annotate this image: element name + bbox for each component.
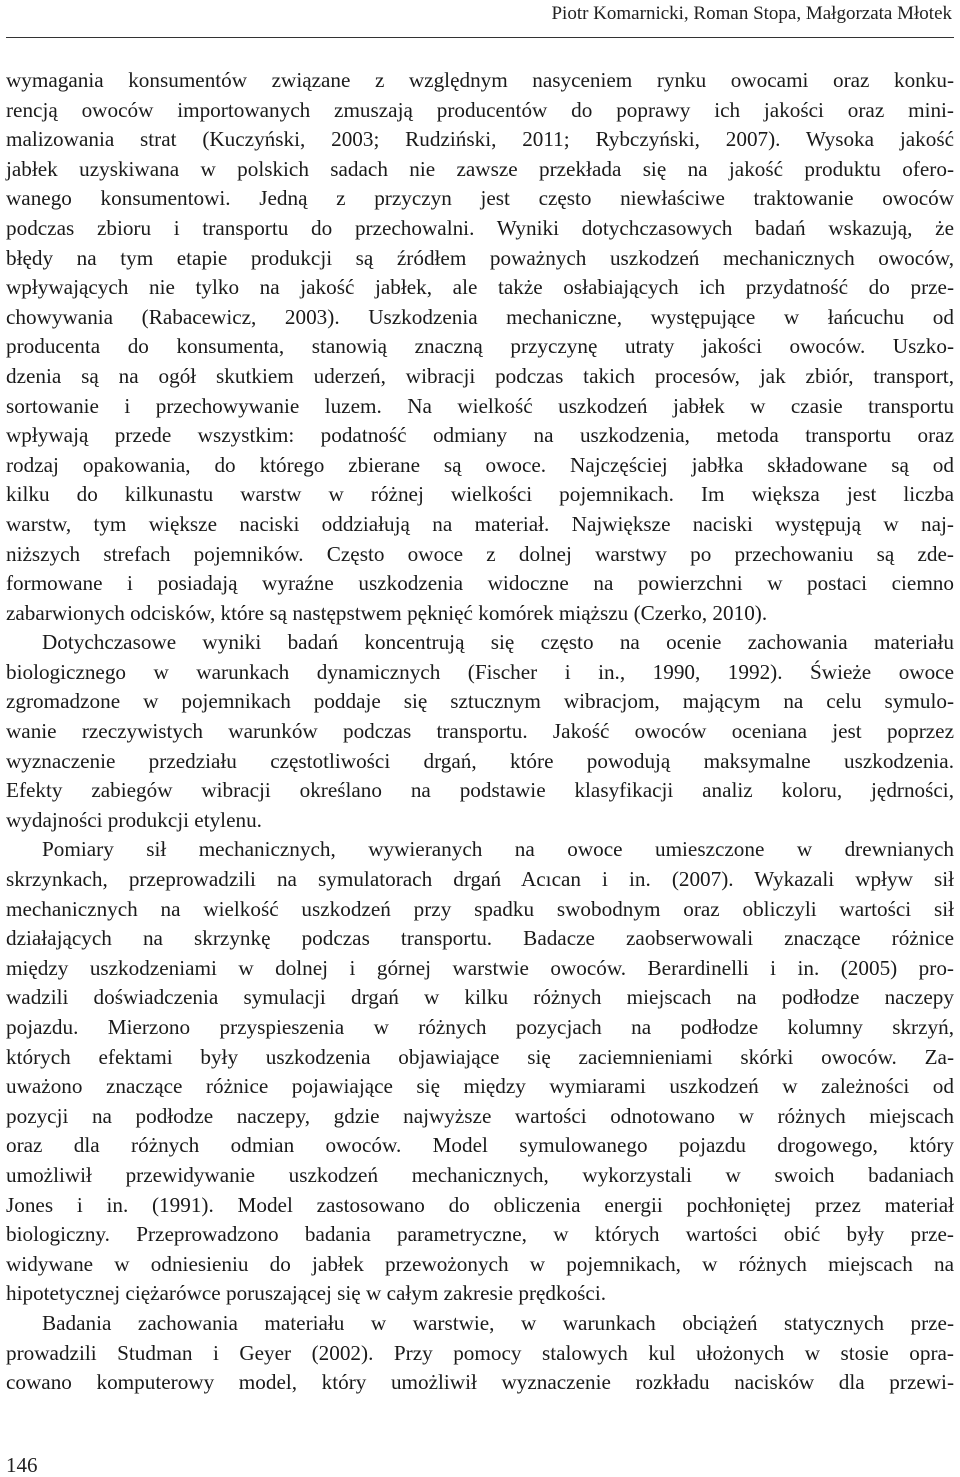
text-line: producenta do konsumenta, stanowią znaczną przyczynę utraty jakości owoców. Uszko- bbox=[6, 334, 954, 359]
text-line: sortowanie i przechowywanie luzem. Na wielkość uszkodzeń jabłek w czasie transportu bbox=[6, 393, 954, 418]
text-line: widywane w odniesieniu do jabłek przewożonych w pojemnikach, w różnych miejscach na bbox=[6, 1251, 954, 1276]
page-number: 146 bbox=[6, 1453, 38, 1477]
body-text bbox=[6, 66, 954, 1398]
text-line: wanie rzeczywistych warunków podczas transportu. Jakość owoców oceniana jest poprzez bbox=[6, 719, 954, 744]
text-line: błędy na tym etapie produkcji są źródłem poważnych uszkodzeń mechanicznych owoców, bbox=[6, 245, 954, 270]
text-line: dzenia są na ogół skutkiem uderzeń, wibracji podczas takich procesów, jak zbiór, transport, bbox=[6, 363, 954, 388]
text-line: Pomiary sił mechanicznych, wywieranych na owoce umieszczone w drewnianych bbox=[42, 837, 954, 862]
text-line: pozycji na podłodze naczepy, gdzie najwyższe wartości odnotowano w różnych miejscach bbox=[6, 1103, 954, 1128]
text-line: biologicznego w warunkach dynamicznych (Fischer i in., 1990, 1992). Świeże owoce bbox=[6, 659, 954, 684]
header-rule bbox=[6, 37, 954, 38]
text-line: zgromadzone w pojemnikach poddaje się sztucznym wibracjom, mającym na celu symulo- bbox=[6, 689, 954, 714]
text-line: wpływają przede wszystkim: podatność odmiany na uszkodzenia, metoda transportu oraz bbox=[6, 423, 954, 448]
text-line: chowywania (Rabacewicz, 2003). Uszkodzenia mechaniczne, występujące w łańcuchu od bbox=[6, 304, 954, 329]
text-line: skrzynkach, przeprowadzili na symulatorach drgań Acıcan i in. (2007). Wykazali wpływ sił bbox=[6, 867, 954, 892]
text-line: pojazdu. Mierzono przyspieszenia w różnych pozycjach na podłodze kolumny skrzyń, bbox=[6, 1015, 954, 1039]
text-line: wyznaczenie przedziału częstotliwości drgań, które powodują maksymalne uszkodzenia. bbox=[6, 748, 954, 773]
text-line: Efekty zabiegów wibracji określano na podstawie klasyfikacji analiz koloru, jędrności, bbox=[6, 778, 954, 803]
text-line: uważono znaczące różnice pojawiające się między wymiarami uszkodzeń w zależności od bbox=[6, 1074, 954, 1099]
text-line: wanego konsumentowi. Jedną z przyczyn jest często niewłaściwe traktowanie owoców bbox=[6, 186, 954, 211]
text-line: hipotetycznej ciężarówce poruszającej się w całym zakresie prędkości. bbox=[6, 1281, 607, 1306]
paragraph-4 bbox=[6, 1309, 954, 1398]
paragraph-1 bbox=[6, 66, 954, 628]
text-line: prowadzili Studman i Geyer (2002). Przy pomocy stalowych kul ułożonych w stosie opra- bbox=[6, 1340, 954, 1365]
text-line: wymagania konsumentów związane z względnym nasyceniem rynku owocami oraz konku- bbox=[6, 68, 954, 92]
text-line: podczas zbioru i transportu do przechowalni. Wyniki dotychczasowych badań wskazują, że bbox=[6, 215, 954, 240]
text-line: rencją owoców importowanych zmuszają producentów do poprawy ich jakości oraz mini- bbox=[6, 97, 954, 122]
text-line: wpływających nie tylko na jakość jabłek, ale także osłabiających ich przydatność do prze- bbox=[6, 275, 954, 300]
text-line: malizowania strat (Kuczyński, 2003; Rudziński, 2011; Rybczyński, 2007). Wysoka jakość bbox=[6, 127, 954, 152]
running-header-authors: Piotr Komarnicki, Roman Stopa, Małgorzata Młotek bbox=[551, 3, 952, 24]
text-line: oraz dla różnych odmian owoców. Model symulowanego pojazdu drogowego, który bbox=[6, 1133, 954, 1158]
text-line: rodzaj opakowania, do którego zbierane są owoce. Najczęściej jabłka składowane są od bbox=[6, 452, 954, 477]
text-line: Badania zachowania materiału w warstwie, w warunkach obciążeń statycznych prze- bbox=[42, 1310, 954, 1335]
paragraph-3 bbox=[6, 835, 954, 1309]
text-line: Jones i in. (1991). Model zastosowano do obliczenia energii pochłoniętej przez materiał bbox=[6, 1192, 954, 1217]
text-line: formowane i posiadają wyraźne uszkodzenia widoczne na powierzchni w postaci ciemno bbox=[6, 571, 954, 596]
text-line: biologiczny. Przeprowadzono badania parametryczne, w których wartości obić były prze- bbox=[6, 1222, 954, 1247]
text-line: których efektami były uszkodzenia objawiające się zaciemnieniami skórki owoców. Za- bbox=[6, 1044, 954, 1069]
text-line: między uszkodzeniami w dolnej i górnej warstwie owoców. Berardinelli i in. (2005) pro- bbox=[6, 955, 954, 980]
text-line: jabłek uzyskiwana w polskich sadach nie zawsze przekłada się na jakość produktu ofero- bbox=[6, 156, 954, 181]
text-line: wydajności produkcji etylenu. bbox=[6, 807, 262, 832]
text-line: kilku do kilkunastu warstw w różnej wielkości pojemnikach. Im większa jest liczba bbox=[6, 482, 954, 507]
text-line: warstw, tym większe naciski oddziałują na materiał. Największe naciski występują w naj- bbox=[6, 511, 954, 536]
text-line: umożliwił przewidywanie uszkodzeń mechanicznych, wykorzystali w swoich badaniach bbox=[6, 1162, 954, 1187]
text-line: niższych strefach pojemników. Często owoce z dolnej warstwy po przechowaniu są zde- bbox=[6, 541, 954, 566]
text-line: wadzili doświadczenia symulacji drgań w kilku różnych miejscach na podłodze naczepy bbox=[6, 985, 954, 1010]
text-line: mechanicznych na wielkość uszkodzeń przy spadku swobodnym oraz obliczyli wartości sił bbox=[6, 896, 954, 921]
paragraph-2 bbox=[6, 628, 954, 835]
text-line: cowano komputerowy model, który umożliwił wyznaczenie rozkładu nacisków dla przewi- bbox=[6, 1370, 954, 1395]
text-line: działających na skrzynkę podczas transportu. Badacze zaobserwowali znaczące różnice bbox=[6, 926, 954, 951]
text-line: zabarwionych odcisków, które są następstwem pęknięć komórek miąższu (Czerko, 2010). bbox=[6, 600, 768, 625]
text-line: Dotychczasowe wyniki badań koncentrują się często na ocenie zachowania materiału bbox=[42, 630, 954, 655]
